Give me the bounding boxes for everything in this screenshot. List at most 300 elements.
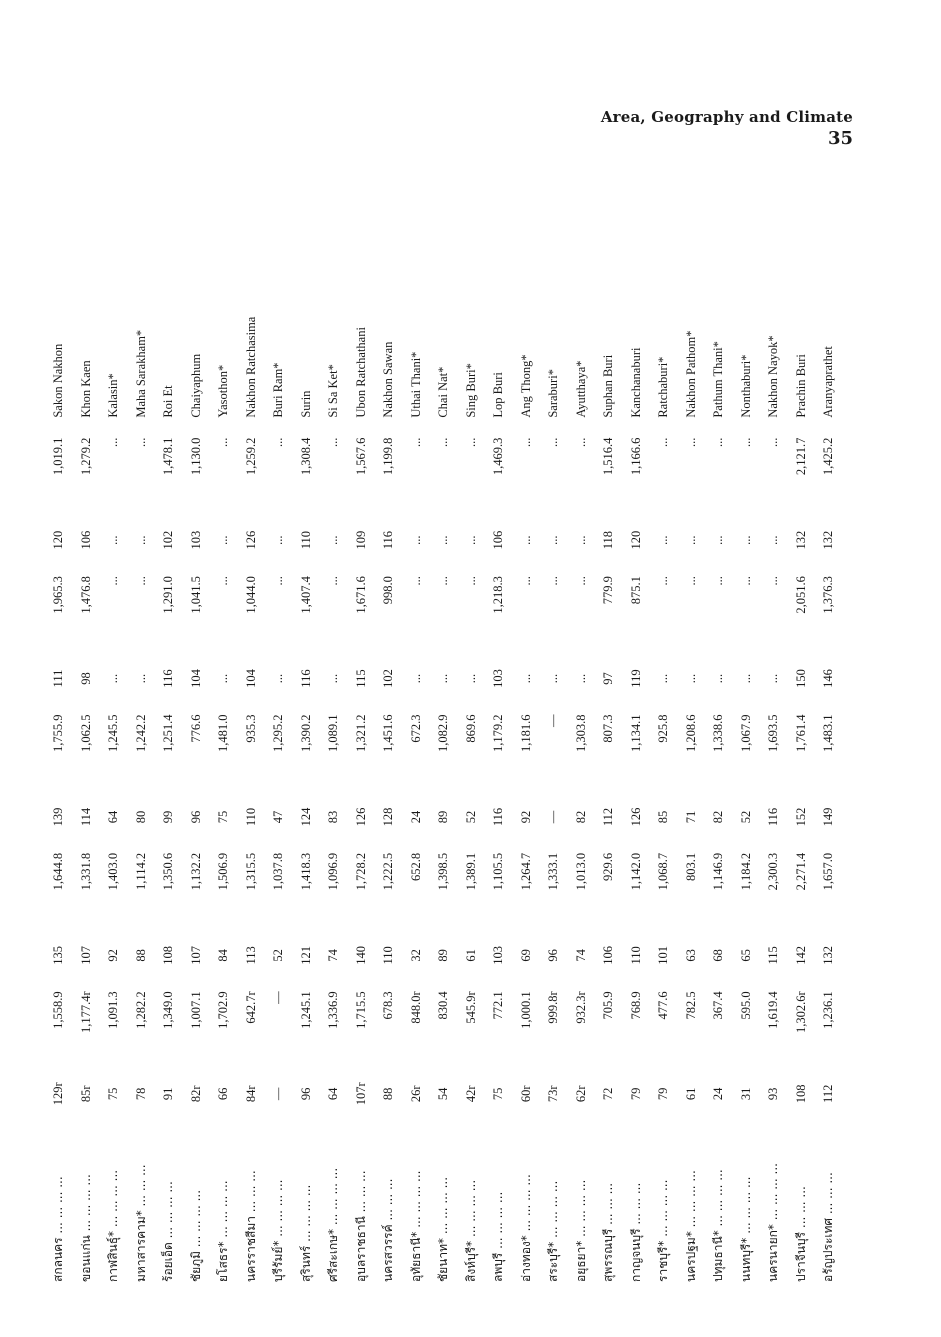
rain-days-4: 115 [353,669,368,688]
rainfall-mm-4: ... [271,576,286,586]
rain-days-5: ... [711,535,726,545]
rain-days-5: ... [463,535,478,545]
table-row [595,222,623,1282]
rain-days-5: 132 [793,530,808,550]
rainfall-mm-1: 768.9 [628,991,643,1020]
station-name-thai: กาญจนบุรี ... ... ... [628,1182,643,1282]
rainfall-mm-2: 1,096.9 [326,852,341,891]
rain-days-1: 26r [408,1085,423,1103]
rainfall-mm-4: ... [408,576,423,586]
table-row [238,222,266,1282]
rainfall-mm-5: ... [271,437,286,448]
rain-days-5: 120 [51,530,66,550]
rainfall-mm-2: 929.6 [601,852,616,882]
rainfall-mm-5: 1,567.6 [353,437,368,476]
station-name-english: Ubon Ratchathani [353,327,368,418]
rainfall-mm-4: ... [106,576,121,586]
page-number: 35 [827,128,853,149]
rainfall-mm-5: ... [326,437,341,448]
rain-days-4: ... [133,673,148,684]
station-name-thai: ร้อยเอ็ด ... ... ... ... [161,1181,176,1282]
rainfall-mm-1: 1,282.2 [133,991,148,1029]
rain-days-3: 71 [683,810,698,824]
rain-days-2: 108 [161,946,176,965]
station-name-english: Sakon Nakhon [51,343,66,418]
rain-days-4: ... [408,673,423,684]
rain-days-1: 73r [546,1085,561,1103]
table-row [705,222,733,1282]
rainfall-mm-2: 1,657.0 [821,852,836,891]
rain-days-2: 65 [738,949,753,962]
rain-days-2: 103 [491,946,506,965]
rainfall-mm-1: 1,177.4r [78,991,93,1034]
table-row [155,222,183,1282]
station-name-thai: สุรินทร์ ... ... ... ... [298,1184,313,1282]
station-name-thai: นครนายก* ... ... ... ... [766,1163,781,1282]
station-name-english: Nakhon Pathom* [683,330,698,418]
rain-days-5: 103 [188,530,203,550]
rainfall-mm-1: 545.9r [463,991,478,1024]
rainfall-mm-3: 1,761.4 [793,714,808,752]
station-name-thai: กาฬสินธุ์* ... ... ... ... [106,1169,121,1282]
rain-days-5: ... [546,535,561,545]
rainfall-mm-5: 1,130.0 [188,437,203,476]
station-name-english: Kanchanaburi [628,347,643,418]
rain-days-5: 102 [161,530,176,550]
station-name-thai: อรัญประเทศ ... ... ... [821,1172,836,1282]
rain-days-1: 112 [821,1084,836,1103]
rainfall-mm-1: 1,000.1 [518,991,533,1029]
rainfall-mm-4: 875.1 [628,576,643,605]
station-name-english: Ratchaburi* [656,356,671,418]
rainfall-mm-2: 1,114.2 [133,852,148,890]
rain-days-4: 103 [491,669,506,688]
rain-days-5: ... [408,535,423,545]
rainfall-mm-5: ... [738,437,753,448]
rainfall-mm-5: 1,199.8 [381,437,396,476]
rain-days-2: 140 [353,946,368,965]
rain-days-2: 113 [243,946,258,965]
rainfall-mm-1: 1,336.9 [326,991,341,1029]
rainfall-mm-5: 1,019.1 [51,437,66,476]
rainfall-mm-4: 1,671.6 [353,576,368,614]
rain-days-3: 75 [216,810,231,824]
rain-days-3: 126 [353,807,368,827]
rain-days-4: 116 [298,669,313,688]
rainfall-mm-3: 776.6 [188,714,203,743]
rainfall-mm-2: 1,264.7 [518,852,533,891]
rain-days-3: 92 [518,810,533,824]
station-name-english: Buri Ram* [271,362,286,418]
rainfall-mm-3: 1,390.2 [298,714,313,752]
rain-days-2: 74 [326,949,341,962]
rainfall-mm-2: 2,271.4 [793,852,808,891]
rain-days-2: 92 [106,949,121,962]
rain-days-4: 116 [161,669,176,688]
rainfall-mm-2: 1,222.5 [381,852,396,891]
table-row [568,222,596,1282]
rain-days-2: 115 [766,946,781,965]
rainfall-mm-4: 779.9 [601,576,616,605]
station-name-thai: ปทุมธานี* ... ... ... ... [711,1169,726,1282]
rainfall-mm-3: 1,082.9 [436,714,451,752]
station-name-thai: ชัยนาท* ... ... ... ... [436,1176,451,1282]
table-row [513,222,541,1282]
rainfall-mm-3: 1,483.1 [821,714,836,752]
rainfall-table-rotated [45,222,845,1282]
rain-days-2: 107 [78,946,93,965]
rainfall-mm-3: 869.6 [463,714,478,743]
rain-days-5: 110 [298,530,313,550]
rain-days-1: 84r [243,1085,258,1103]
station-name-thai: สกลนคร ... ... ... ... [51,1176,66,1282]
station-name-thai: สุพรรณบุรี ... ... ... [601,1182,616,1282]
rainfall-mm-1: 1,007.1 [188,991,203,1029]
rainfall-mm-4: 1,041.5 [188,576,203,614]
rainfall-mm-5: ... [683,437,698,448]
table-row [45,222,73,1282]
rain-days-5: ... [683,535,698,545]
rainfall-mm-1: 1,715.5 [353,991,368,1029]
table-row [320,222,348,1282]
table-row [100,222,128,1282]
table-row [403,222,431,1282]
rainfall-mm-1: 705.9 [601,991,616,1020]
station-name-english: Chaiyaphum [188,353,203,418]
rainfall-mm-3: 1,303.8 [573,714,588,752]
rainfall-mm-2: 1,398.5 [436,852,451,891]
rain-days-1: 72 [601,1087,616,1101]
rainfall-mm-2: 1,105.5 [491,852,506,891]
rainfall-mm-2: 2,300.3 [766,852,781,891]
rainfall-mm-5: 1,425.2 [821,437,836,476]
rain-days-4: 98 [78,672,93,685]
rain-days-3: 96 [188,810,203,824]
rainfall-mm-4: 1,407.4 [298,576,313,614]
rain-days-3: 47 [271,810,286,824]
rainfall-mm-5: ... [133,437,148,448]
rain-days-2: 142 [793,946,808,965]
rain-days-3: 116 [766,807,781,827]
station-name-english: Sing Buri* [463,363,478,418]
rainfall-mm-4: ... [573,576,588,586]
station-name-english: Nakhon Ratchasima [243,316,258,418]
station-name-english: Kalasin* [106,373,121,418]
table-row [760,222,788,1282]
rain-days-1: 61 [683,1087,698,1101]
station-name-thai: ยโสธร* ... ... ... ... [216,1180,231,1282]
rainfall-mm-2: 1,184.2 [738,852,753,891]
rainfall-mm-4: ... [518,576,533,586]
rainfall-mm-1: 1,349.0 [161,991,176,1029]
station-name-english: Lop Buri [491,372,506,418]
rain-days-3: 85 [656,810,671,824]
rain-days-2: 84 [216,949,231,962]
station-name-english: Nakhon Sawan [381,341,396,418]
rain-days-4: ... [271,673,286,684]
rain-days-5: ... [656,535,671,545]
rain-days-2: 68 [711,949,726,962]
station-name-english: Prachin Buri [793,354,808,418]
station-name-english: Ang Thong* [518,354,533,418]
rainfall-mm-5: 1,469.3 [491,437,506,476]
rainfall-mm-5: ... [766,437,781,448]
rain-days-4: ... [711,673,726,684]
rain-days-5: ... [133,535,148,545]
rain-days-1: 107r [353,1082,368,1106]
station-name-english: Roi Et [161,385,176,418]
station-name-thai: มหาสารคาม* ... ... ... [133,1164,148,1282]
rain-days-1: 129r [51,1082,66,1106]
rainfall-mm-1: 642.7r [243,991,258,1024]
table-row [210,222,238,1282]
rainfall-mm-5: 1,516.4 [601,437,616,476]
rainfall-mm-3: 1,089.1 [326,714,341,752]
station-name-thai: นนทบุรี* ... ... ... ... [738,1176,753,1282]
rainfall-mm-2: 1,403.0 [106,852,121,891]
rainfall-mm-1: 1,091.3 [106,991,121,1029]
rainfall-mm-3: 1,179.2 [491,714,506,752]
rainfall-mm-3: — [546,714,561,727]
rainfall-mm-5: ... [106,437,121,448]
rain-days-2: 63 [683,949,698,962]
rainfall-mm-2: 1,132.2 [188,852,203,891]
rainfall-mm-5: 1,279.2 [78,437,93,476]
table-row [733,222,761,1282]
rainfall-mm-5: ... [546,437,561,448]
rainfall-mm-4: ... [436,576,451,586]
rainfall-mm-2: 1,331.8 [78,852,93,891]
rainfall-mm-4: 1,476.8 [78,576,93,614]
rainfall-mm-3: 1,208.6 [683,714,698,752]
rain-days-4: 102 [381,669,396,688]
rain-days-1: 24 [711,1087,726,1101]
rain-days-3: 116 [491,807,506,827]
station-name-thai: ศรีสะเกษ* ... ... ... ... [326,1167,341,1282]
rainfall-mm-1: 1,619.4 [766,991,781,1029]
rainfall-mm-1: 999.8r [546,991,561,1024]
rainfall-mm-4: ... [656,576,671,586]
rain-days-4: 111 [51,669,66,688]
rain-days-1: 79 [656,1087,671,1101]
rain-days-3: 24 [408,810,423,824]
rain-days-2: 74 [573,949,588,962]
rainfall-mm-4: 1,218.3 [491,576,506,614]
rain-days-1: 91 [161,1087,176,1101]
rainfall-mm-3: 1,067.9 [738,714,753,752]
rain-days-4: ... [106,673,121,684]
station-name-thai: นครราชสีมา ... ... ... [243,1170,258,1282]
station-name-english: Surin [298,390,313,418]
rain-days-1: 85r [78,1085,93,1103]
rain-days-4: 104 [188,669,203,688]
rainfall-mm-3: 935.3 [243,714,258,743]
table-row [485,222,513,1282]
rain-days-1: 54 [436,1087,451,1101]
rainfall-mm-1: 772.1 [491,991,506,1020]
rainfall-mm-4: 2,051.6 [793,576,808,614]
rainfall-mm-5: 1,308.4 [298,437,313,476]
table-row [73,222,101,1282]
station-name-english: Suphan Buri [601,354,616,418]
rain-days-1: 88 [381,1087,396,1101]
rainfall-mm-2: 1,142.0 [628,852,643,891]
rainfall-mm-4: 1,291.0 [161,576,176,614]
rainfall-mm-4: ... [326,576,341,586]
rainfall-mm-3: 925.8 [656,714,671,743]
table-row [348,222,376,1282]
rainfall-mm-3: 1,134.1 [628,714,643,752]
rainfall-mm-3: 1,755.9 [51,714,66,752]
rain-days-1: 64 [326,1087,341,1101]
rain-days-5: 118 [601,530,616,550]
rainfall-mm-2: 1,389.1 [463,852,478,891]
table-row [650,222,678,1282]
rainfall-mm-2: 803.1 [683,852,698,882]
rain-days-3: 110 [243,807,258,827]
rainfall-mm-3: 1,242.2 [133,714,148,752]
rainfall-mm-1: 367.4 [711,991,726,1020]
rain-days-2: 135 [51,946,66,965]
rain-days-5: ... [271,535,286,545]
rainfall-mm-4: ... [766,576,781,586]
rain-days-4: ... [463,673,478,684]
rain-days-3: 112 [601,807,616,827]
rainfall-mm-2: 1,728.2 [353,852,368,891]
rain-days-1: 79 [628,1087,643,1101]
rainfall-mm-3: 1,062.5 [78,714,93,752]
rainfall-mm-2: 1,644.8 [51,852,66,891]
table-row [375,222,403,1282]
rain-days-3: 52 [463,810,478,824]
rainfall-mm-1: 830.4 [436,991,451,1020]
rain-days-1: 108 [793,1084,808,1104]
rain-days-3: — [546,810,561,824]
rainfall-mm-3: 672.3 [408,714,423,743]
rain-days-3: 149 [821,807,836,827]
station-name-thai: อ่างทอง* ... ... ... ... [518,1174,533,1282]
rain-days-3: 82 [573,810,588,824]
station-name-thai: อุทัยธานี* ... ... ... ... [408,1170,423,1282]
rainfall-mm-2: 1,418.3 [298,852,313,891]
rain-days-5: ... [738,535,753,545]
rain-days-1: 75 [491,1087,506,1101]
rainfall-mm-4: ... [711,576,726,586]
table-row [788,222,816,1282]
station-name-english: Ayutthaya* [573,360,588,418]
station-name-thai: ลพบุรี ... ... ... ... [491,1191,506,1282]
rain-days-2: 61 [463,949,478,962]
rain-days-4: ... [656,673,671,684]
table-row [815,222,843,1282]
rain-days-5: ... [326,535,341,545]
table-row [540,222,568,1282]
rain-days-3: 64 [106,810,121,824]
station-name-english: Nakhon Nayok* [766,335,781,418]
rain-days-2: 52 [271,949,286,962]
table-row [265,222,293,1282]
table-body [45,222,843,1282]
rainfall-mm-4: 1,044.0 [243,576,258,614]
station-name-thai: สิงห์บุรี* ... ... ... ... [463,1179,478,1282]
rain-days-2: 110 [381,946,396,965]
rain-days-1: 31 [738,1087,753,1101]
rainfall-mm-4: ... [216,576,231,586]
rain-days-3: 126 [628,807,643,827]
rainfall-mm-4: 1,376.3 [821,576,836,614]
station-name-english: Khon Kaen [78,360,93,418]
rainfall-mm-5: ... [436,437,451,448]
rain-days-4: ... [683,673,698,684]
rain-days-1: 66 [216,1087,231,1101]
rain-days-3: 83 [326,810,341,824]
rain-days-3: 152 [793,807,808,827]
rainfall-mm-5: ... [711,437,726,448]
rain-days-1: 93 [766,1087,781,1101]
rainfall-mm-2: 1,350.6 [161,852,176,891]
rainfall-mm-2: 1,068.7 [656,852,671,891]
rainfall-mm-1: 1,558.9 [51,991,66,1029]
rain-days-2: 89 [436,949,451,962]
rainfall-mm-3: 1,245.5 [106,714,121,752]
table-row [430,222,458,1282]
rain-days-4: 97 [601,672,616,685]
rain-days-5: ... [766,535,781,545]
rainfall-mm-4: ... [738,576,753,586]
station-name-thai: ปราจีนบุรี ... ... ... [793,1186,808,1282]
station-name-english: Si Sa Ket* [326,364,341,418]
rainfall-mm-4: 998.0 [381,576,396,605]
rain-days-5: 132 [821,530,836,550]
station-name-thai: ราชบุรี* ... ... ... ... [656,1179,671,1282]
rainfall-mm-4: 1,965.3 [51,576,66,614]
rain-days-4: 119 [628,669,643,688]
rainfall-mm-2: 1,037.8 [271,852,286,891]
rain-days-3: 128 [381,807,396,827]
rain-days-2: 132 [821,946,836,965]
rainfall-mm-5: 1,478.1 [161,437,176,476]
rainfall-mm-1: 782.5 [683,991,698,1020]
table-row [458,222,486,1282]
rain-days-1: 62r [573,1085,588,1103]
rainfall-mm-2: 1,146.9 [711,852,726,891]
rainfall-mm-1: 678.3 [381,991,396,1020]
rain-days-1: 75 [106,1087,121,1101]
rain-days-2: 107 [188,946,203,965]
rain-days-5: ... [518,535,533,545]
station-name-thai: นครสวรรค์ ... ... ... [381,1178,396,1282]
table-row [623,222,651,1282]
rainfall-mm-3: 1,181.6 [518,714,533,752]
rain-days-2: 110 [628,946,643,965]
rainfall-mm-5: ... [408,437,423,448]
rain-days-4: ... [766,673,781,684]
rainfall-mm-1: 1,245.1 [298,991,313,1029]
rain-days-3: 99 [161,810,176,824]
station-name-english: Aranyaprathet [821,346,836,418]
rain-days-1: 42r [463,1085,478,1103]
station-name-thai: บุรีรัมย์* ... ... ... ... [271,1179,286,1282]
rain-days-4: ... [573,673,588,684]
rainfall-mm-3: 1,693.5 [766,714,781,752]
rainfall-mm-4: ... [133,576,148,586]
rain-days-2: 69 [518,949,533,962]
station-name-english: Yasothon* [216,364,231,418]
running-header-title: Area, Geography and Climate [600,108,853,126]
rain-days-1: 60r [518,1085,533,1103]
rain-days-1: 82r [188,1085,203,1103]
station-name-thai: อยุธยา* ... ... ... ... [573,1179,588,1282]
